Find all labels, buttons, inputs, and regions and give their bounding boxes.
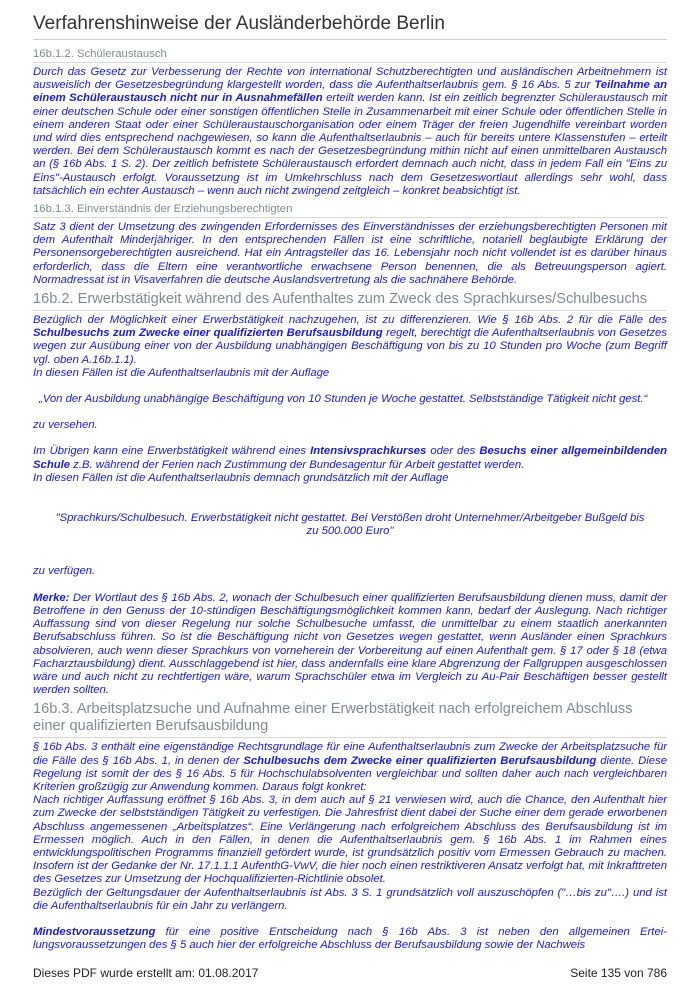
- page-title: Verfahrenshinweise der Ausländerbehörde Berlin: [33, 13, 445, 34]
- section-divider: [33, 310, 667, 311]
- title-divider: [33, 39, 667, 40]
- paragraph-arbeitsplatzsuche: § 16b Abs. 3 enthält eine eigenständige Rechtsgrundlage für eine Aufenthaltserlaubnis zum Zwecke der Arbeitsplatzsuche für die Fälle des § 16b Abs. 1, in denen der Schulbesuchs dem Zwecke einer qualifizierten Berufsausbildung diente. Diese Regelung ist somit der des § 16 Abs. 5 für Hochschulabsolventen vergleichbar und sollten daher auch nach vergleichbaren Kriterien großzügig zur Anwendung kommen. Daraus folgt konkret:: [33, 741, 668, 793]
- page: [33, 0, 667, 952]
- paragraph-einverstaendnis: Satz 3 dient der Umsetzung des zwingenden Erfordernisses des Einverständnisses der erziehungsberechtigten Personen mit dem Aufenthalt Minderjähriger. In den entsprechenden Fällen ist eine schriftliche, notariell beglaubigte Erklärung der Personensorgeberechtigten ausreichend. Hat ein Antragsteller das 16. Lebensjahr noch nicht vollendet ist es darüber hinaus erforderlich, dass die Eltern eine verantwortliche erwachsene Person benennen, die als Betreuungsperson agiert. Normadressat ist in Visaverfahren die deutsche Auslandsvertretung als die sachnähere Behörde.: [33, 221, 667, 286]
- paragraph-im-uebrigen: Im Übrigen kann eine Erwerbstätigkeit während eines Intensivsprachkurses oder des Besuchs einer allgemeinbildenden Schule z.B. während der Ferien nach Zustimmung der Bundesagentur für Arbeit gestattet werden.: [33, 445, 668, 471]
- paragraph-zu-verfuegen: zu verfügen.: [33, 565, 96, 578]
- section-divider: [33, 62, 667, 63]
- paragraph-auflage-intro: In diesen Fällen ist die Aufenthaltserlaubnis mit der Auflage: [33, 366, 330, 379]
- section-heading-16b-1-3: 16b.1.3. Einverständnis der Erziehungsberechtigten: [33, 203, 293, 216]
- paragraph-richtige-auffassung: Nach richtiger Auffassung eröffnet § 16b Abs. 3, in dem auch auf § 21 verwiesen wird, auch die Chance, den Aufenthalt hier zum Zwecke der selbstständigen Tätigkeit zu verfestigen. Die Jahresfrist dient dabei der Suche einer dem gerade erworbenen Abschluss angemessenen „Arbeitsplatzes“. Eine Verlängerung nach erfolgreichem Abschluss des Berufsausbildung ist im Ermessen möglich. Auch in den Fällen, in denen die Aufenthaltserlaubnis gem. § 16b Abs. 1 im Rahmen eines entwicklungspolitischen Programms finanziell gefördert wurde, ist grundsätzlich positiv vom Ermessen Gebrauch zu machen. Insofern ist der Gedanke der Nr. 17.1.1.1 AufenthG-VwV, die hier noch einen restriktiveren Ansatz verfolgt hat, mit Inkrafttreten des Gesetzes zur Umsetzung der Hochqualifizierten-Richtlinie obsolet.: [33, 794, 667, 886]
- paragraph-auflage-intro-2: In diesen Fällen ist die Aufenthaltserlaubnis demnach grundsätzlich mit der Auflage: [33, 471, 449, 484]
- page-footer: [33, 966, 667, 980]
- section-heading-16b-1-2: 16b.1.2. Schüleraustausch: [33, 48, 167, 60]
- paragraph-geltungsdauer: Bezüglich der Geltungsdauer der Aufenthaltserlaubnis ist Abs. 3 S. 1 grundsätzlich voll auszuschöpfen ("…bis zu"….) und ist die Aufenthaltserlaubnis für ein Jahr zu verlängern.: [33, 886, 667, 912]
- paragraph-schueleraustausch: Durch das Gesetz zur Verbesserung der Rechte von international Schutzberechtigten und ausländischen Arbeitnehmern ist ausweislich der Gesetzesbegründung klargestellt worden, dass die Aufenthaltserlaubnis gem. § 16 Abs. 5 zur Teilnahme an einem Schüleraustausch nicht nur in Ausnahmefällen erteilt werden kann. Ist ein zeitlich begrenzter Schüleraustausch mit einer deutschen Schule oder einer sonstigen öffentlichen Stelle in Zusammenarbeit mit einer Schule oder öffentlichen Stelle in einem anderen Staat oder einer Schüleraustauschorganisation oder einem Träger der freien Jugendhilfe vereinbart worden und wird dies entsprechend nachgewiesen, so kann die Aufenthaltserlaubnis – auch für bereits untere Klassenstufen – erteilt werden. Bei dem Schüleraustausch kommt es nach der Gesetzesbegründung mithin nicht auf einen unmittelbaren Austausch an (§ 16b Abs. 1 S. 2). Der zeitlich befristete Schüleraustausch erfordert demnach auch nicht, dass in jedem Fall ein "Eins zu Eins"-Austausch erfolgt. Voraussetzung ist im Umkehrschluss nach dem Gesetzeswortlaut allerdings sehr wohl, dass tatsächlich ein echter Austausch – wenn auch nicht zwingend zeitgleich – konkret beabsichtigt ist.: [33, 66, 667, 197]
- section-divider: [33, 217, 667, 218]
- section-heading-16b-2: 16b.2. Erwerbstätigkeit während des Aufenthaltes zum Zweck des Sprachkurses/Schulbesuchs: [33, 291, 648, 308]
- paragraph-merke: Merke: Der Wortlaut des § 16b Abs. 2, wonach der Schulbesuch einer qualifizierten Berufsausbildung dienen muss, damit der Betroffene in den Genuss der 10-stündigen Beschäftigungsmöglichkeit kommen kann, bedarf der Auslegung. Nach richtiger Auffassung sind von dieser Regelung nur solche Schulbesuche umfasst, die unmittelbar zu einem staatlich anerkannten Berufsabschluss führen. So ist die Beschäftigung nicht von Gesetzes wegen gestattet, wenn Ausländer einen Sprachkurs absolvieren, auch wenn dieser Sprachkurs von vorneherein der Vorbereitung auf einen Aufenthalt gem. § 17 oder § 18 (etwa Facharztausbildung) dient. Ausschlaggebend ist hier, dass andernfalls eine klare Abgrenzung der Fallgruppen ausgeschlossen wäre und auch nicht zu rechtfertigen wäre, warum Sprachschüler etwa im Vergleich zu Au-Pair Beschäftigen besser gestellt werden sollten.: [33, 591, 667, 697]
- paragraph-zu-versehen: zu versehen.: [33, 419, 98, 432]
- paragraph-erwerbstaetigkeit: Bezüglich der Möglichkeit einer Erwerbstätigkeit nachzugehen, ist zu differenzieren. Wie § 16b Abs. 2 für die Fälle des Schulbesuchs zum Zwecke einer qualifizierten Berufsausbildung regelt, berechtigt die Aufenthaltserlaubnis von Gesetzes wegen zur Ausübung einer von der Ausbildung unabhängigen Beschäftigung von bis zu 10 Stunden pro Woche (zum Begriff vgl. oben A.16b.1.1).: [33, 314, 667, 366]
- paragraph-mindestvoraussetzung: Mindestvoraussetzung für eine positive Entscheidung nach § 16b Abs. 3 ist neben den allgemeinen Ertei-lungsvoraussetzungen des § 5 auch hier der erfolgreiche Abschluss der Berufsausbildung sowie der Nachweis: [33, 925, 667, 952]
- quote-auflage-beschaeftigung: „Von der Ausbildung unabhängige Beschäftigung von 10 Stunden je Woche gestattet. Selbstständige Tätigkeit nicht gest.“: [39, 393, 648, 406]
- footer-created-date: Dieses PDF wurde erstellt am: 01.08.2017: [33, 966, 259, 980]
- quote-auflage-sprachkurs: "Sprachkurs/Schulbesuch. Erwerbstätigkeit nicht gestattet. Bei Verstößen droht Unternehmer/Arbeitgeber Bußgeld bis zu 500.000 Euro": [55, 512, 645, 538]
- footer-page-number: Seite 135 von 786: [570, 966, 667, 980]
- section-heading-16b-3: 16b.3. Arbeitsplatzsuche und Aufnahme einer Erwerbstätigkeit nach erfolgreichem Abschluss einer qualifizierten Berufsausbildung: [33, 701, 633, 735]
- section-divider: [33, 737, 667, 738]
